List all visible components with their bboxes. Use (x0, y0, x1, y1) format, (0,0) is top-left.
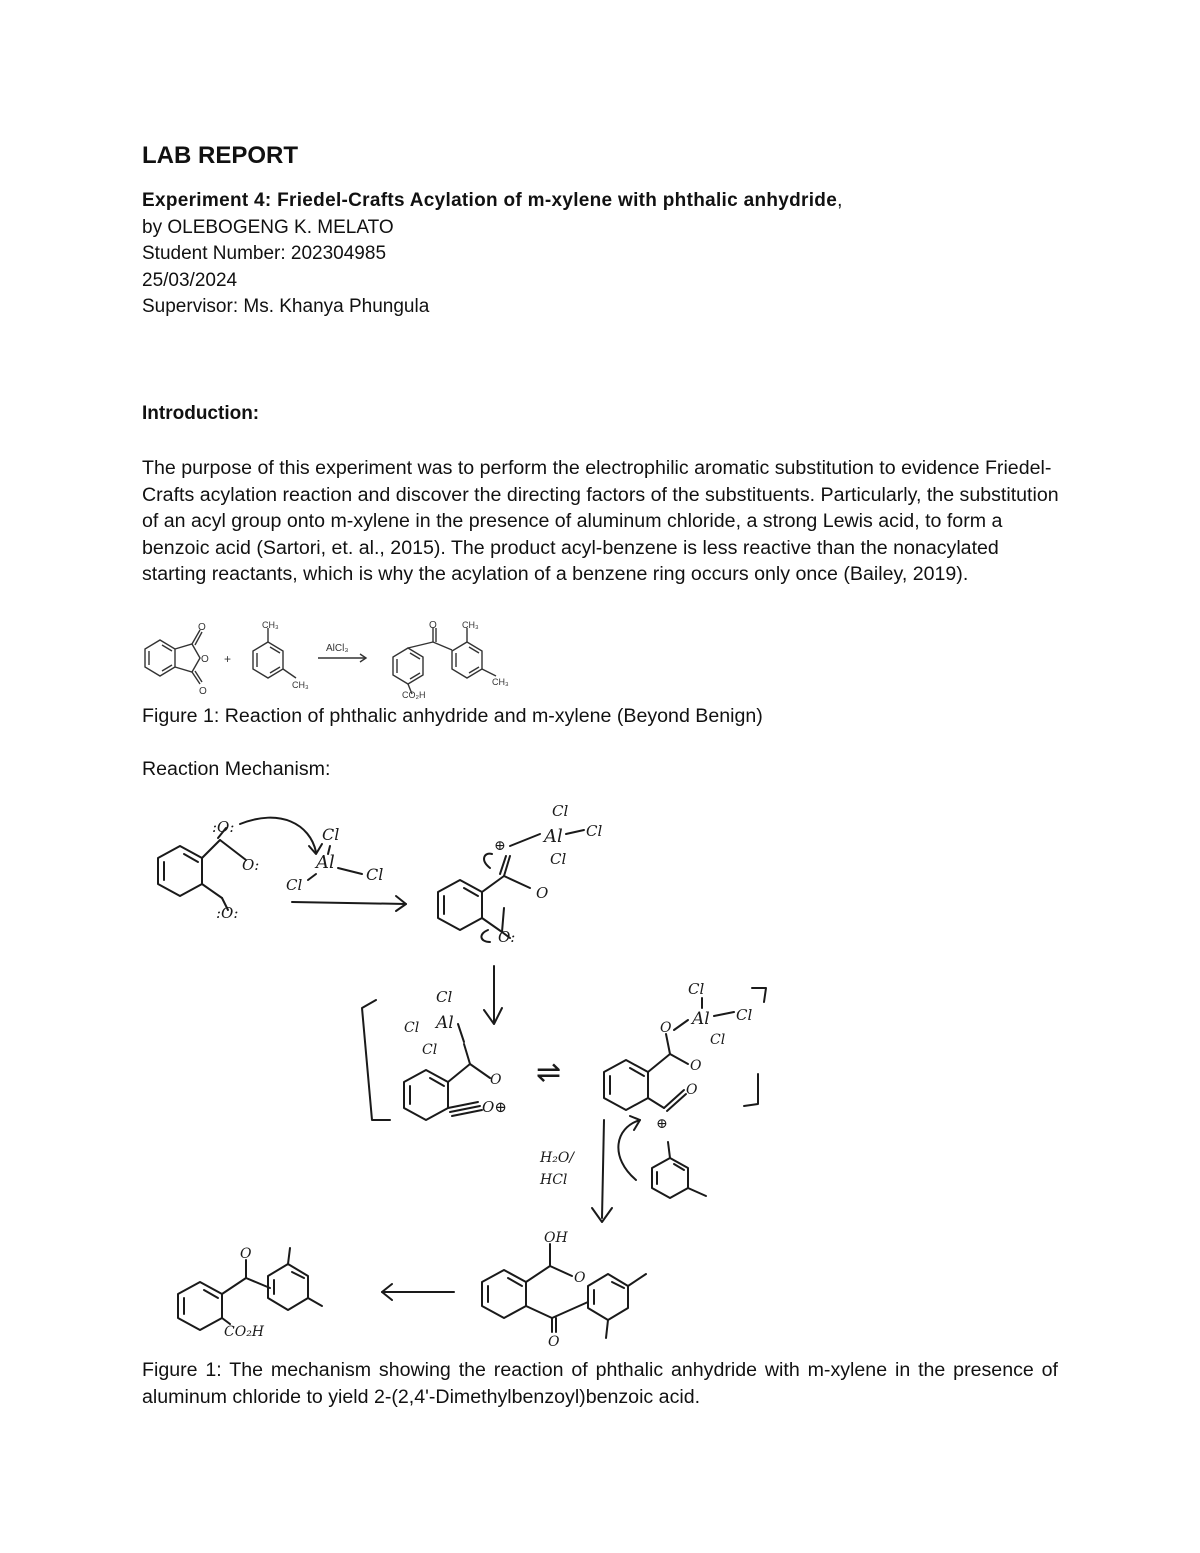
mech-reagents-water: H₂O/ (540, 1150, 575, 1166)
arrow-step1 (292, 902, 406, 904)
final-product-oxygen: O (240, 1246, 252, 1262)
mech-hydroxyl: OH (544, 1230, 568, 1246)
mech-oxygen-plus: O⊕ (482, 1098, 507, 1116)
mech-plus-2: ⊕ (656, 1116, 668, 1132)
plus-sign: + (224, 652, 232, 666)
mech-cl-b2: Cl (586, 822, 603, 840)
mech-al-1: Al (316, 852, 335, 873)
mech-cl-d3: Cl (710, 1032, 726, 1048)
experiment-suffix: , (837, 190, 843, 211)
reagent-alcl3: AlCl₃ (326, 643, 349, 654)
mech-cl-c1: Cl (436, 988, 453, 1006)
product-structure (393, 628, 496, 694)
mech-al-4: Al (692, 1009, 710, 1029)
product-methyl-top: CH₃ (462, 620, 479, 630)
mechanism-hydrolysis-product (482, 1244, 646, 1338)
mech-al-3: Al (436, 1013, 454, 1033)
mech-al-2: Al (544, 826, 563, 847)
mech-oxygen-6: O (490, 1072, 502, 1088)
mech-oxygen-5: O: (498, 928, 516, 946)
mech-oxygen-4: O (536, 884, 549, 902)
mechanism-m-xylene (652, 1142, 706, 1198)
mech-cl-a2: Cl (286, 876, 303, 894)
product-methyl-side: CH₃ (492, 677, 509, 687)
mechanism-step2-complex (438, 856, 530, 938)
figure1-caption: Figure 1: Reaction of phthalic anhydride and m-xylene (Beyond Benign) (142, 705, 763, 727)
curved-arrow-4 (618, 1120, 640, 1180)
figure2-caption: Figure 1: The mechanism showing the reaction of phthalic anhydride with m-xylene in the presence of aluminum chloride to yield 2-(2,4'-Dimethylbenzoyl)benzoic acid. (142, 1359, 1058, 1408)
experiment-line (142, 188, 842, 215)
mech-oxygen-8: O (690, 1058, 702, 1074)
report-title: LAB REPORT (142, 142, 298, 169)
mech-cl-d2: Cl (736, 1006, 753, 1024)
supervisor-line: Supervisor: Ms. Khanya Phungula (142, 296, 430, 318)
left-bracket (362, 1000, 390, 1120)
student-number-line: Student Number: 202304985 (142, 243, 387, 265)
anhydride-oxygen-top: O (198, 622, 206, 633)
right-bracket-top (752, 988, 766, 1002)
xylene-methyl-side: CH₃ (292, 680, 309, 690)
mech-plus-1: ⊕ (494, 838, 506, 854)
mech-oxygen-2: O: (242, 856, 260, 874)
mech-oxygen-9: O (686, 1082, 698, 1098)
mech-cl-c2: Cl (404, 1020, 420, 1036)
mechanism-right-acylium (604, 1034, 688, 1111)
right-bracket-bottom (744, 1074, 758, 1106)
mech-cl-d1: Cl (688, 980, 705, 998)
mech-oxygen-7: O (660, 1020, 672, 1036)
curved-arrow-2 (484, 854, 492, 868)
mech-oxygen-10: O (574, 1270, 586, 1286)
mech-cl-b3: Cl (550, 850, 567, 868)
reaction-scheme-figure (140, 618, 530, 700)
experiment-title: Experiment 4: Friedel-Crafts Acylation of m-xylene with phthalic anhydride (142, 190, 838, 211)
final-product-carboxylic-acid: CO₂H (224, 1324, 265, 1340)
anhydride-oxygen-bottom: O (199, 686, 207, 697)
mech-cl-c3: Cl (422, 1042, 438, 1058)
curved-arrow-3 (481, 930, 490, 942)
mech-oxygen-11: O (548, 1334, 560, 1350)
mechanism-label: Reaction Mechanism: (142, 758, 331, 780)
mech-cl-a3: Cl (366, 865, 384, 884)
phthalic-anhydride-structure (145, 630, 202, 684)
equilibrium-arrows: ⇌ (536, 1056, 562, 1089)
m-xylene-structure (253, 628, 296, 678)
date-line: 25/03/2024 (142, 269, 238, 291)
anhydride-ring-oxygen: O (201, 654, 209, 665)
mech-cl-a1: Cl (322, 825, 340, 844)
mech-oxygen-3: :O: (216, 904, 239, 922)
author-line: by OLEBOGENG K. MELATO (142, 216, 394, 238)
reaction-mechanism-figure (140, 798, 810, 1350)
xylene-methyl-top: CH₃ (262, 620, 279, 630)
mechanism-left-acylium-complex (404, 1044, 490, 1120)
introduction-heading: Introduction: (142, 403, 260, 424)
mech-oxygen-1: :O: (212, 818, 235, 836)
arrow-step3 (602, 1120, 604, 1218)
product-carboxylic-acid: CO₂H (402, 690, 426, 700)
mechanism-step1-anhydride (158, 828, 246, 910)
mech-cl-b1: Cl (552, 802, 569, 820)
introduction-paragraph: The purpose of this experiment was to perform the electrophilic aromatic substitution to evidence Friedel-Crafts acylation reaction and discover the directing factors of the substituents. Particularly, the substitution of an acyl group onto m-xylene in the presence of aluminum chloride, a strong Lewis acid, to form a benzoic acid (Sartori, et. al., 2015). The product acyl-benzene is less reactive than the nonacylated starting reactants, which is why the acylation of a benzene ring occurs only once (Bailey, 2019). (142, 457, 1059, 586)
product-oxygen: O (429, 620, 437, 631)
mech-reagents-hcl: HCl (540, 1172, 568, 1188)
curved-arrow-1 (240, 818, 316, 852)
report-meta (142, 188, 842, 321)
